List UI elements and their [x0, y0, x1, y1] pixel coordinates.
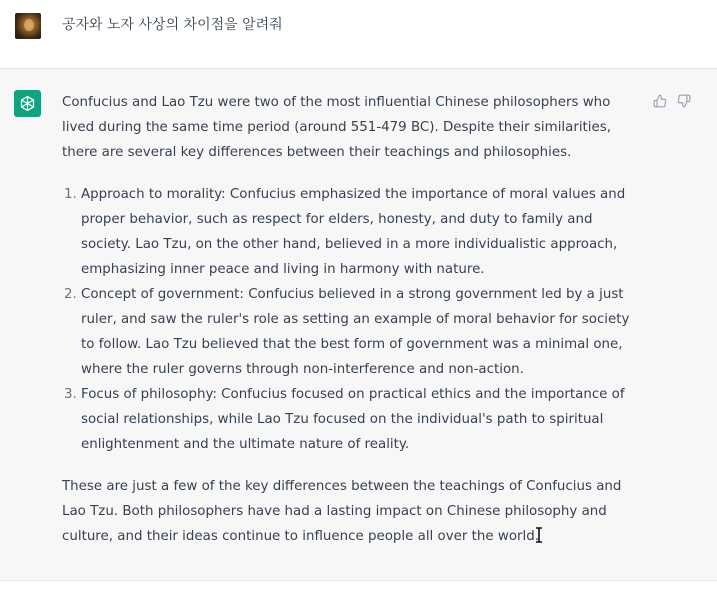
- thumbs-up-icon: [653, 94, 667, 108]
- thumbs-down-icon: [677, 94, 691, 108]
- user-message-text: 공자와 노자 사상의 차이점을 알려줘: [62, 17, 283, 33]
- assistant-intro: Confucius and Lao Tzu were two of the most influential Chinese philosophers who lived during the same time period (around 551-479 BC). Despite their similarities, there are several key differences between their teachings and philosophies.: [62, 95, 612, 160]
- openai-logo-icon: [14, 90, 41, 117]
- list-item: 3. Focus of philosophy: Confucius focused on practical ethics and the importance of social relationships, while Lao Tzu focused on the individual's path to spiritual enlightenment and the ultimate nature of reality.: [81, 382, 642, 457]
- user-message-row: [0, 0, 717, 69]
- assistant-message-content: [62, 90, 642, 549]
- assistant-message-row: [0, 69, 717, 581]
- thumbs-up-button[interactable]: [652, 93, 668, 109]
- assistant-conclusion: [62, 474, 642, 549]
- list-item: 1. Approach to morality: Confucius emphasized the importance of moral values and proper behavior, such as respect for elders, honesty, and duty to family and society. Lao Tzu, on the other hand, believed in a more individualistic approach, emphasizing inner peace and living in harmony with nature.: [81, 182, 642, 282]
- text-cursor-icon: [535, 527, 543, 543]
- assistant-conclusion-text: These are just a few of the key differences between the teachings of Confucius and Lao Tzu. Both philosophers have had a lasting impact on Chinese philosophy and culture, and their ideas continue to influence people all over the world.: [62, 479, 622, 544]
- list-item: 2. Concept of government: Confucius believed in a strong government led by a just ruler, and saw the ruler's role as setting an example of moral behavior for society to follow. Lao Tzu believed that the best form of government was a minimal one, where the ruler governs through non-interference and non-action.: [81, 282, 642, 382]
- differences-list: [62, 182, 642, 457]
- thumbs-down-button[interactable]: [676, 93, 692, 109]
- feedback-buttons: [652, 93, 692, 109]
- user-avatar: [15, 13, 41, 39]
